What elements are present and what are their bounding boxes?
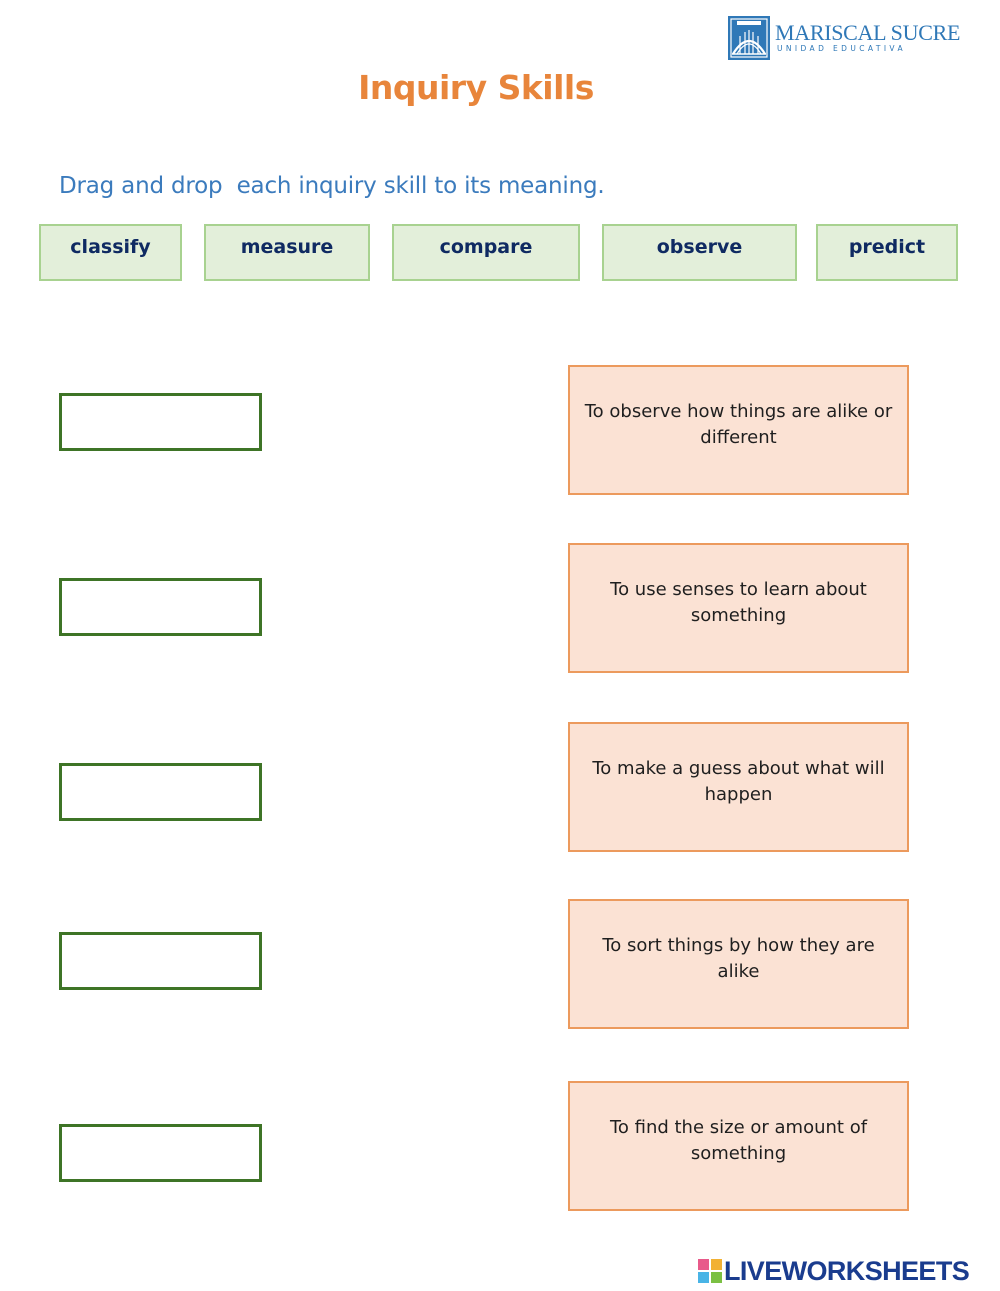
building-crest-icon bbox=[727, 14, 771, 62]
meaning-card-1: To observe how things are alike or different bbox=[568, 365, 909, 495]
instructions-text: Drag and drop each inquiry skill to its meaning. bbox=[59, 173, 605, 199]
meaning-card-2: To use senses to learn about something bbox=[568, 543, 909, 673]
page-title: Inquiry Skills bbox=[358, 68, 594, 107]
meaning-card-4: To sort things by how they are alike bbox=[568, 899, 909, 1029]
drop-box-4[interactable] bbox=[59, 932, 262, 990]
drop-box-3[interactable] bbox=[59, 763, 262, 821]
liveworksheets-logo bbox=[698, 1256, 993, 1286]
skill-chip-predict[interactable]: predict bbox=[816, 224, 958, 281]
skill-chip-observe[interactable]: observe bbox=[602, 224, 797, 281]
skill-chip-classify[interactable]: classify bbox=[39, 224, 182, 281]
school-subtitle: UNIDAD EDUCATIVA bbox=[777, 44, 907, 53]
drop-box-5[interactable] bbox=[59, 1124, 262, 1182]
platform-name: LIVEWORKSHEETS bbox=[724, 1256, 970, 1286]
meaning-card-5: To find the size or amount of something bbox=[568, 1081, 909, 1211]
skill-chip-compare[interactable]: compare bbox=[392, 224, 580, 281]
school-logo bbox=[727, 14, 961, 64]
liveworksheets-blocks-icon bbox=[698, 1259, 722, 1283]
drop-box-1[interactable] bbox=[59, 393, 262, 451]
school-name: MARISCAL SUCRE bbox=[775, 20, 961, 45]
drop-box-2[interactable] bbox=[59, 578, 262, 636]
skill-chip-measure[interactable]: measure bbox=[204, 224, 370, 281]
meaning-card-3: To make a guess about what will happen bbox=[568, 722, 909, 852]
